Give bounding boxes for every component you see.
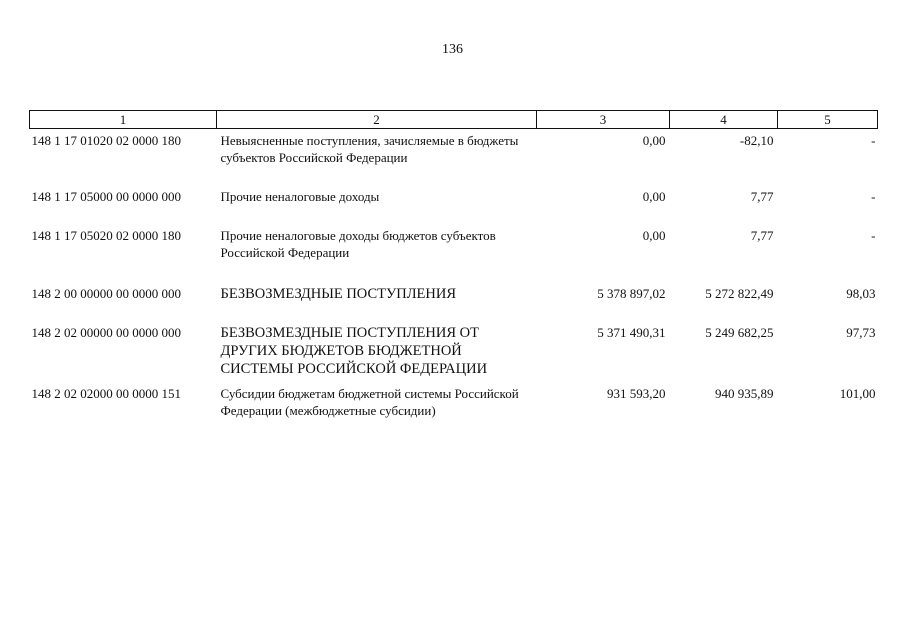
column-header-3: 3 (537, 111, 670, 129)
row-percent: 98,03 (846, 286, 876, 301)
row-percent: - (871, 189, 876, 204)
table-row (30, 129, 878, 186)
column-header-2: 2 (217, 111, 537, 129)
row-planned: 0,00 (642, 228, 666, 243)
table-row (30, 224, 878, 282)
column-header-4: 4 (670, 111, 778, 129)
table-row (30, 282, 878, 321)
row-percent: 97,73 (846, 325, 876, 340)
row-actual: -82,10 (739, 133, 774, 148)
row-actual: 5 249 682,25 (705, 325, 774, 340)
row-name: Прочие неналоговые доходы бюджетов субъектов Российской Федерации (220, 228, 496, 260)
row-planned: 0,00 (642, 189, 666, 204)
row-name: Прочие неналоговые доходы (220, 189, 380, 204)
row-actual: 5 272 822,49 (705, 286, 774, 301)
row-name: БЕЗВОЗМЕЗДНЫЕ ПОСТУПЛЕНИЯ ОТ ДРУГИХ БЮДЖЕТОВ БЮДЖЕТНОЙ СИСТЕМЫ РОССИЙСКОЙ ФЕДЕРАЦИИ (220, 325, 488, 377)
table-row (30, 185, 878, 224)
row-code: 148 2 02 00000 00 0000 000 (31, 325, 181, 340)
row-code: 148 1 17 05020 02 0000 180 (31, 228, 181, 243)
row-percent: 101,00 (839, 386, 876, 401)
header-row (30, 111, 878, 129)
page-number: 136 (442, 42, 463, 57)
budget-table (29, 110, 878, 445)
row-actual: 7,77 (750, 228, 774, 243)
row-planned: 931 593,20 (607, 386, 666, 401)
row-code: 148 2 00 00000 00 0000 000 (31, 286, 181, 301)
row-code: 148 1 17 01020 02 0000 180 (31, 133, 181, 148)
column-header-5: 5 (778, 111, 878, 129)
row-actual: 7,77 (750, 189, 774, 204)
row-planned: 5 371 490,31 (597, 325, 666, 340)
row-name: Субсидии бюджетам бюджетной системы Российской Федерации (межбюджетные субсидии) (220, 386, 519, 418)
column-header-1: 1 (30, 111, 217, 129)
table-row (30, 382, 878, 445)
row-planned: 0,00 (642, 133, 666, 148)
row-planned: 5 378 897,02 (597, 286, 666, 301)
table-row (30, 321, 878, 382)
row-actual: 940 935,89 (715, 386, 774, 401)
row-name: БЕЗВОЗМЕЗДНЫЕ ПОСТУПЛЕНИЯ (220, 286, 457, 302)
row-code: 148 1 17 05000 00 0000 000 (31, 189, 181, 204)
row-percent: - (871, 228, 876, 243)
row-percent: - (871, 133, 876, 148)
row-code: 148 2 02 02000 00 0000 151 (31, 386, 181, 401)
row-name: Невыясненные поступления, зачисляемые в бюджеты субъектов Российской Федерации (220, 133, 519, 165)
